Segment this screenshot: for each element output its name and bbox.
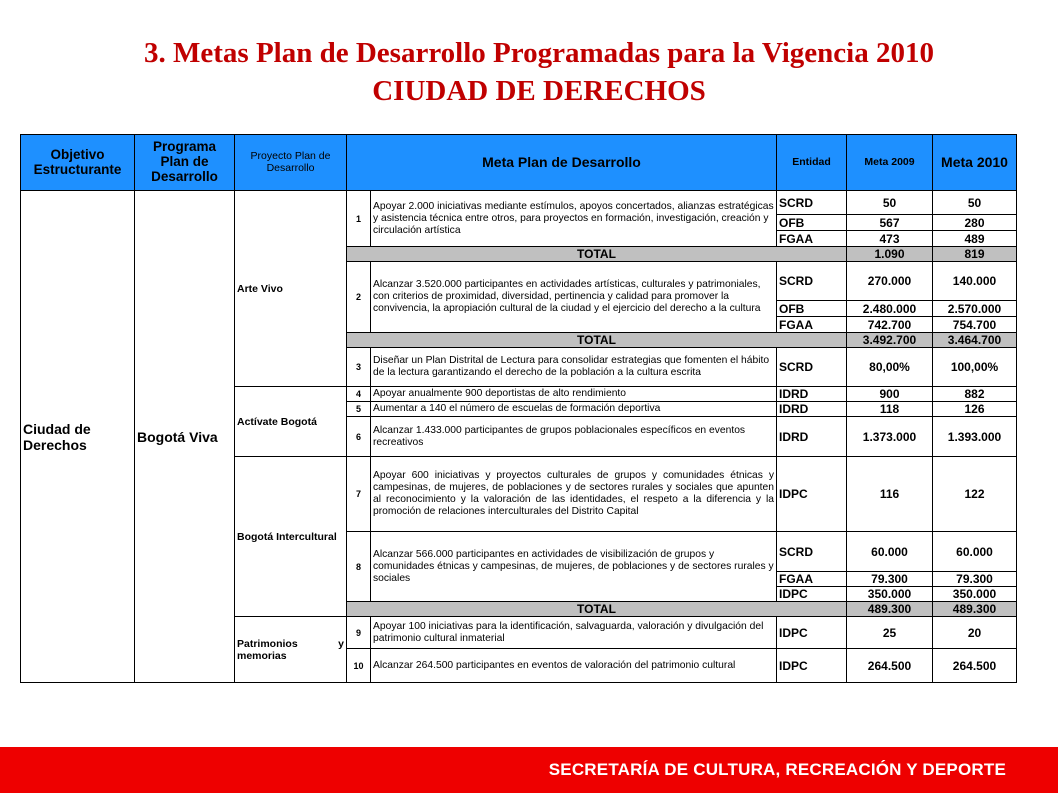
proyecto-patrimonios: Patrimonios y memorias <box>235 617 347 683</box>
meta-2009-cell: 473 <box>847 231 933 247</box>
header-proyecto: Proyecto Plan de Desarrollo <box>235 135 347 191</box>
meta-2009-cell: 60.000 <box>847 532 933 572</box>
meta-number: 7 <box>347 457 371 532</box>
entidad-cell: IDPC <box>777 649 847 683</box>
meta-description: Aumentar a 140 el número de escuelas de formación deportiva <box>371 402 777 417</box>
meta-2010-cell: 126 <box>933 402 1017 417</box>
entidad-cell: FGAA <box>777 572 847 587</box>
entidad-cell: FGAA <box>777 317 847 333</box>
meta-description: Alcanzar 1.433.000 participantes de grupos poblacionales específicos en eventos recreativos <box>371 417 777 457</box>
title-line-2: CIUDAD DE DERECHOS <box>372 75 706 107</box>
metas-table <box>20 134 1017 683</box>
meta-2009-cell: 350.000 <box>847 587 933 602</box>
meta-number: 8 <box>347 532 371 602</box>
meta-2010-cell: 350.000 <box>933 587 1017 602</box>
entidad-cell: OFB <box>777 215 847 231</box>
total-2009: 3.492.700 <box>847 333 933 348</box>
table-row <box>21 191 1017 215</box>
meta-description: Apoyar anualmente 900 deportistas de alto rendimiento <box>371 387 777 402</box>
meta-2010-cell: 2.570.000 <box>933 301 1017 317</box>
page-title <box>0 34 1058 110</box>
total-2009: 1.090 <box>847 247 933 262</box>
meta-2009-cell: 567 <box>847 215 933 231</box>
entidad-cell: SCRD <box>777 532 847 572</box>
meta-2009-cell: 25 <box>847 617 933 649</box>
entidad-cell: IDRD <box>777 402 847 417</box>
meta-2010-cell: 489 <box>933 231 1017 247</box>
entidad-cell: IDRD <box>777 417 847 457</box>
meta-2009-cell: 2.480.000 <box>847 301 933 317</box>
header-entidad: Entidad <box>777 135 847 191</box>
meta-2010-cell: 100,00% <box>933 348 1017 387</box>
entidad-cell: IDRD <box>777 387 847 402</box>
meta-2009-cell: 264.500 <box>847 649 933 683</box>
meta-2009-cell: 270.000 <box>847 262 933 301</box>
meta-description: Alcanzar 3.520.000 participantes en actividades artísticas, culturales y patrimoniales, con criterios de proximidad, diversidad, pertinencia y calidad para promover la convivencia, la apropiación cultural de la ciudad y el ejercicio del derecho a la cultura <box>371 262 777 333</box>
header-meta-2010: Meta 2010 <box>933 135 1017 191</box>
proyecto-intercultural: Bogotá Intercultural <box>235 457 347 617</box>
meta-2010-cell: 140.000 <box>933 262 1017 301</box>
meta-description: Apoyar 100 iniciativas para la identificación, salvaguarda, valoración y divulgación del patrimonio cultural inmaterial <box>371 617 777 649</box>
header-meta-2009: Meta 2009 <box>847 135 933 191</box>
meta-2010-cell: 20 <box>933 617 1017 649</box>
meta-description: Apoyar 600 iniciativas y proyectos culturales de grupos y comunidades étnicas y campesinas, de mujeres, de poblaciones y de sectores rurales y sociales que apunten al reconocimiento y la valoración de las identidades, el respeto a la diferencia y la promoción de relaciones interculturales del Distrito Capital <box>371 457 777 532</box>
header-programa: Programa Plan de Desarrollo <box>135 135 235 191</box>
meta-2010-cell: 60.000 <box>933 532 1017 572</box>
meta-number: 2 <box>347 262 371 333</box>
entidad-cell: SCRD <box>777 191 847 215</box>
meta-description: Diseñar un Plan Distrital de Lectura para consolidar estrategias que fomenten el hábito de la lectura garantizando el derecho de la población a la cultura escrita <box>371 348 777 387</box>
total-label: TOTAL <box>347 602 847 617</box>
objetivo-cell: Ciudad de Derechos <box>21 191 135 683</box>
meta-number: 5 <box>347 402 371 417</box>
meta-2009-cell: 116 <box>847 457 933 532</box>
meta-2010-cell: 754.700 <box>933 317 1017 333</box>
meta-2010-cell: 882 <box>933 387 1017 402</box>
meta-2009-cell: 1.373.000 <box>847 417 933 457</box>
entidad-cell: IDPC <box>777 617 847 649</box>
proyecto-activate: Actívate Bogotá <box>235 387 347 457</box>
programa-cell: Bogotá Viva <box>135 191 235 683</box>
meta-number: 4 <box>347 387 371 402</box>
meta-2009-cell: 79.300 <box>847 572 933 587</box>
entidad-cell: SCRD <box>777 348 847 387</box>
meta-2009-cell: 900 <box>847 387 933 402</box>
total-label: TOTAL <box>347 333 847 348</box>
header-meta: Meta Plan de Desarrollo <box>347 135 777 191</box>
meta-number: 9 <box>347 617 371 649</box>
total-2010: 489.300 <box>933 602 1017 617</box>
meta-2009-cell: 742.700 <box>847 317 933 333</box>
meta-number: 10 <box>347 649 371 683</box>
meta-2010-cell: 280 <box>933 215 1017 231</box>
header-objetivo: Objetivo Estructurante <box>21 135 135 191</box>
entidad-cell: IDPC <box>777 457 847 532</box>
entidad-cell: OFB <box>777 301 847 317</box>
footer-text: SECRETARÍA DE CULTURA, RECREACIÓN Y DEPORTE <box>548 760 1006 779</box>
meta-2010-cell: 122 <box>933 457 1017 532</box>
meta-number: 1 <box>347 191 371 247</box>
meta-description: Alcanzar 566.000 participantes en actividades de visibilización de grupos y comunidades étnicas y campesinas, de mujeres, de poblaciones y de sectores rurales y sociales <box>371 532 777 602</box>
meta-2010-cell: 1.393.000 <box>933 417 1017 457</box>
meta-2009-cell: 118 <box>847 402 933 417</box>
footer-bar <box>0 747 1058 793</box>
meta-number: 6 <box>347 417 371 457</box>
meta-2010-cell: 264.500 <box>933 649 1017 683</box>
total-2009: 489.300 <box>847 602 933 617</box>
total-label: TOTAL <box>347 247 847 262</box>
proyecto-arte-vivo: Arte Vivo <box>235 191 347 387</box>
meta-number: 3 <box>347 348 371 387</box>
meta-description: Alcanzar 264.500 participantes en eventos de valoración del patrimonio cultural <box>371 649 777 683</box>
entidad-cell: IDPC <box>777 587 847 602</box>
total-2010: 3.464.700 <box>933 333 1017 348</box>
meta-2010-cell: 79.300 <box>933 572 1017 587</box>
header-row <box>21 135 1017 191</box>
title-line-1: 3. Metas Plan de Desarrollo Programadas para la Vigencia 2010 <box>144 37 934 69</box>
meta-2009-cell: 50 <box>847 191 933 215</box>
total-2010: 819 <box>933 247 1017 262</box>
meta-2010-cell: 50 <box>933 191 1017 215</box>
meta-2009-cell: 80,00% <box>847 348 933 387</box>
entidad-cell: SCRD <box>777 262 847 301</box>
meta-description: Apoyar 2.000 iniciativas mediante estímulos, apoyos concertados, alianzas estratégicas y asistencia técnica entre otros, para proyectos en formación, investigación, creación y circulación artística <box>371 191 777 247</box>
entidad-cell: FGAA <box>777 231 847 247</box>
